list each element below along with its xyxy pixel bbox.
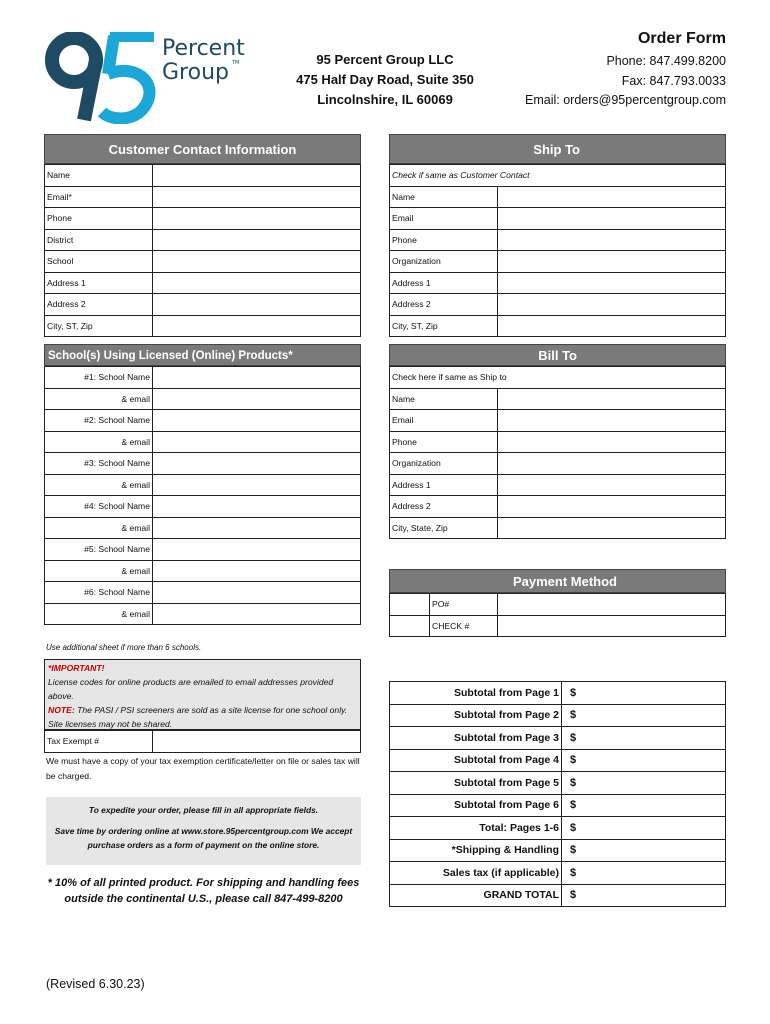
school-field-label: & email	[45, 431, 153, 453]
school-field-row	[45, 453, 361, 475]
ship-to-field-input[interactable]	[498, 272, 726, 294]
ship-to-field-input[interactable]	[498, 315, 726, 337]
bill-to-header: Bill To	[389, 344, 726, 366]
school-field-label: #2: School Name	[45, 410, 153, 432]
total-row	[390, 817, 726, 840]
email-text: Email: orders@95percentgroup.com	[525, 93, 726, 107]
tax-exempt-note: We must have a copy of your tax exemption certificate/letter on file or sales tax will be charged.	[46, 756, 360, 781]
tax-exempt-table	[44, 730, 361, 753]
total-amount[interactable]: $	[562, 704, 726, 727]
school-field-label: #6: School Name	[45, 582, 153, 604]
bill-to-field-label: Organization	[390, 453, 498, 475]
total-amount[interactable]: $	[562, 884, 726, 907]
ship-to-field-input[interactable]	[498, 229, 726, 251]
customer-field-row	[45, 272, 361, 294]
school-field-label: #5: School Name	[45, 539, 153, 561]
total-amount[interactable]: $	[562, 772, 726, 795]
customer-field-label: School	[45, 251, 153, 273]
ship-to-field-input[interactable]	[498, 294, 726, 316]
total-amount[interactable]: $	[562, 727, 726, 750]
logo-line2: Group	[162, 60, 229, 85]
school-field-input[interactable]	[153, 582, 361, 604]
school-field-label: #1: School Name	[45, 367, 153, 389]
tax-exempt-label: Tax Exempt #	[45, 731, 153, 753]
ship-to-field-label: Name	[390, 186, 498, 208]
important-text: License codes for online products are emailed to email addresses provided above.	[48, 677, 334, 701]
total-row	[390, 704, 726, 727]
school-field-row	[45, 474, 361, 496]
total-row	[390, 682, 726, 705]
totals-table	[389, 681, 726, 907]
customer-field-input[interactable]	[153, 165, 361, 187]
total-label: Subtotal from Page 2	[390, 704, 562, 727]
total-label: Subtotal from Page 5	[390, 772, 562, 795]
school-field-input[interactable]	[153, 410, 361, 432]
school-field-row	[45, 517, 361, 539]
customer-field-label: Email*	[45, 186, 153, 208]
total-row	[390, 749, 726, 772]
school-field-label: & email	[45, 517, 153, 539]
ship-to-field-label: Organization	[390, 251, 498, 273]
ship-to-field-row	[390, 186, 726, 208]
customer-field-input[interactable]	[153, 186, 361, 208]
school-field-input[interactable]	[153, 560, 361, 582]
customer-field-row	[45, 315, 361, 337]
customer-field-label: Phone	[45, 208, 153, 230]
customer-field-input[interactable]	[153, 315, 361, 337]
total-label: Sales tax (if applicable)	[390, 862, 562, 885]
total-label: Subtotal from Page 3	[390, 727, 562, 750]
total-label: Subtotal from Page 6	[390, 794, 562, 817]
school-field-row	[45, 367, 361, 389]
bill-to-field-row	[390, 431, 726, 453]
ship-to-field-input[interactable]	[498, 208, 726, 230]
ship-to-field-row	[390, 251, 726, 273]
phone-text: Phone: 847.499.8200	[606, 54, 726, 68]
ship-to-field-row	[390, 208, 726, 230]
bill-to-field-row	[390, 410, 726, 432]
total-amount[interactable]: $	[562, 749, 726, 772]
bill-to-field-row	[390, 517, 726, 539]
schools-table	[44, 366, 361, 625]
ship-to-field-label: Address 1	[390, 272, 498, 294]
ship-to-table	[389, 164, 726, 337]
customer-field-row	[45, 294, 361, 316]
bill-to-field-input[interactable]	[498, 431, 726, 453]
note-label: NOTE:	[48, 705, 75, 715]
ship-to-field-input[interactable]	[498, 251, 726, 273]
logo-95-mark	[44, 32, 159, 124]
payment-checkbox[interactable]	[390, 594, 430, 616]
company-logo	[44, 32, 254, 124]
payment-option-input[interactable]	[498, 594, 726, 616]
total-amount[interactable]: $	[562, 817, 726, 840]
payment-option-row	[390, 615, 726, 637]
tax-exempt-input[interactable]	[153, 731, 361, 753]
school-field-label: & email	[45, 388, 153, 410]
additional-sheet-note: Use additional sheet if more than 6 schools.	[46, 643, 202, 652]
customer-contact-table	[44, 164, 361, 337]
customer-field-row	[45, 251, 361, 273]
school-field-input[interactable]	[153, 431, 361, 453]
ship-to-field-row	[390, 294, 726, 316]
bill-to-field-label: Address 2	[390, 496, 498, 518]
customer-field-row	[45, 165, 361, 187]
customer-field-row	[45, 229, 361, 251]
total-label: Total: Pages 1-6	[390, 817, 562, 840]
ship-to-field-row	[390, 229, 726, 251]
bill-to-field-input[interactable]	[498, 453, 726, 475]
revised-date: (Revised 6.30.23)	[46, 977, 145, 991]
customer-field-row	[45, 186, 361, 208]
important-heading: *IMPORTANT!	[48, 663, 105, 673]
note-text: The PASI / PSI screeners are sold as a site license for one school only. Site licenses may not be shared.	[48, 705, 348, 729]
school-field-input[interactable]	[153, 496, 361, 518]
fax-text: Fax: 847.793.0033	[621, 73, 726, 88]
school-field-row	[45, 431, 361, 453]
bill-to-field-input[interactable]	[498, 388, 726, 410]
total-label: Subtotal from Page 4	[390, 749, 562, 772]
bill-to-field-label: City, State, Zip	[390, 517, 498, 539]
total-row	[390, 884, 726, 907]
school-field-input[interactable]	[153, 474, 361, 496]
company-city: Lincolnshire, IL 60069	[317, 92, 453, 107]
total-label: Subtotal from Page 1	[390, 682, 562, 705]
bill-to-field-label: Name	[390, 388, 498, 410]
school-field-row	[45, 410, 361, 432]
expedite-line1: To expedite your order, please fill in all appropriate fields.	[88, 805, 319, 815]
important-notice	[44, 659, 361, 730]
ship-to-header: Ship To	[389, 134, 726, 164]
school-field-input[interactable]	[153, 367, 361, 389]
school-field-label: #3: School Name	[45, 453, 153, 475]
customer-contact-header: Customer Contact Information	[44, 134, 361, 164]
school-field-input[interactable]	[153, 603, 361, 625]
payment-option-input[interactable]	[498, 615, 726, 637]
total-amount[interactable]: $	[562, 682, 726, 705]
customer-field-input[interactable]	[153, 208, 361, 230]
total-amount[interactable]: $	[562, 839, 726, 862]
bill-to-field-row	[390, 453, 726, 475]
ship-to-field-label: Email	[390, 208, 498, 230]
schools-header: School(s) Using Licensed (Online) Products*	[44, 344, 361, 366]
total-label: GRAND TOTAL	[390, 884, 562, 907]
customer-field-input[interactable]	[153, 229, 361, 251]
total-amount[interactable]: $	[562, 862, 726, 885]
ship-to-same-as-customer[interactable]: Check if same as Customer Contact	[390, 165, 726, 187]
payment-method-table	[389, 593, 726, 637]
payment-option-row	[390, 594, 726, 616]
logo-tm: TM	[232, 60, 240, 66]
school-field-label: & email	[45, 560, 153, 582]
school-field-row	[45, 603, 361, 625]
total-row	[390, 839, 726, 862]
school-field-label: & email	[45, 603, 153, 625]
logo-line1: Percent	[162, 36, 245, 61]
bill-to-same-as-ship[interactable]: Check here if same as Ship to	[390, 367, 726, 389]
total-label: *Shipping & Handling	[390, 839, 562, 862]
bill-to-field-input[interactable]	[498, 474, 726, 496]
payment-option-label: CHECK #	[430, 615, 498, 637]
company-address	[280, 50, 490, 110]
bill-to-field-row	[390, 388, 726, 410]
contact-block	[525, 52, 726, 111]
customer-field-label: District	[45, 229, 153, 251]
school-field-row	[45, 539, 361, 561]
customer-field-input[interactable]	[153, 251, 361, 273]
payment-method-header: Payment Method	[389, 569, 726, 593]
customer-field-label: Name	[45, 165, 153, 187]
school-field-row	[45, 388, 361, 410]
form-title: Order Form	[637, 30, 726, 47]
school-field-row	[45, 582, 361, 604]
customer-field-label: Address 2	[45, 294, 153, 316]
expedite-notice	[46, 797, 361, 865]
bill-to-field-input[interactable]	[498, 496, 726, 518]
customer-field-row	[45, 208, 361, 230]
school-field-row	[45, 496, 361, 518]
customer-field-input[interactable]	[153, 294, 361, 316]
shipping-note: * 10% of all printed product. For shipping and handling fees outside the continental U.S., please call 847-499-8200	[47, 877, 360, 905]
school-field-input[interactable]	[153, 539, 361, 561]
ship-to-field-label: Address 2	[390, 294, 498, 316]
customer-field-label: City, ST, Zip	[45, 315, 153, 337]
school-field-input[interactable]	[153, 388, 361, 410]
bill-to-field-row	[390, 474, 726, 496]
school-field-input[interactable]	[153, 453, 361, 475]
school-field-input[interactable]	[153, 517, 361, 539]
company-street: 475 Half Day Road, Suite 350	[296, 72, 474, 87]
payment-option-label: PO#	[430, 594, 498, 616]
ship-to-field-row	[390, 272, 726, 294]
ship-to-field-label: Phone	[390, 229, 498, 251]
total-row	[390, 772, 726, 795]
ship-to-field-row	[390, 315, 726, 337]
total-row	[390, 727, 726, 750]
payment-checkbox[interactable]	[390, 615, 430, 637]
ship-to-field-label: City, ST, Zip	[390, 315, 498, 337]
customer-field-input[interactable]	[153, 272, 361, 294]
school-field-label: #4: School Name	[45, 496, 153, 518]
total-row	[390, 794, 726, 817]
expedite-line2: Save time by ordering online at www.store.95percentgroup.com We accept purchase orders as a form of payment on the online store.	[54, 825, 353, 850]
ship-to-field-input[interactable]	[498, 186, 726, 208]
bill-to-field-label: Email	[390, 410, 498, 432]
bill-to-field-input[interactable]	[498, 410, 726, 432]
school-field-label: & email	[45, 474, 153, 496]
bill-to-table	[389, 366, 726, 539]
total-row	[390, 862, 726, 885]
total-amount[interactable]: $	[562, 794, 726, 817]
customer-field-label: Address 1	[45, 272, 153, 294]
bill-to-field-row	[390, 496, 726, 518]
bill-to-field-label: Phone	[390, 431, 498, 453]
bill-to-field-input[interactable]	[498, 517, 726, 539]
company-name: 95 Percent Group LLC	[316, 52, 454, 67]
school-field-row	[45, 560, 361, 582]
bill-to-field-label: Address 1	[390, 474, 498, 496]
